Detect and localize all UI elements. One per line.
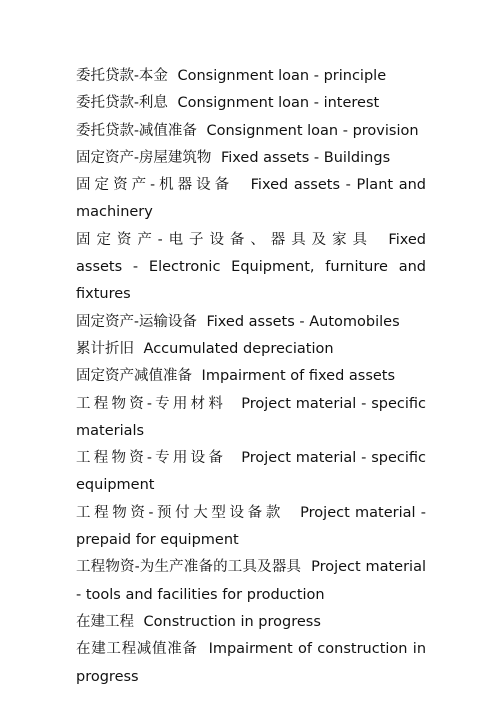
glossary-entry xyxy=(76,608,426,635)
chinese-term: 固定资产-运输设备 xyxy=(76,313,197,330)
glossary-entry xyxy=(76,62,426,89)
chinese-term: 固定资产减值准备 xyxy=(76,368,192,385)
chinese-term: 在建工程 xyxy=(76,613,134,630)
english-term: Fixed assets - Automobiles xyxy=(206,313,400,330)
glossary-entry xyxy=(76,499,426,554)
chinese-term: 委托贷款-本金 xyxy=(76,68,168,84)
english-term: Accumulated depreciation xyxy=(143,340,334,357)
english-term: Project material - specific equipment xyxy=(76,450,427,494)
english-term: Fixed assets - Buildings xyxy=(220,149,391,166)
english-term: Project material - specific materials xyxy=(76,395,427,439)
chinese-term: 固定资产-房屋建筑物 xyxy=(76,149,212,166)
glossary-entry xyxy=(76,171,426,226)
chinese-term: 委托贷款-利息 xyxy=(76,95,168,112)
english-term: Project material - tools and facilities for production xyxy=(76,559,426,603)
chinese-term: 累计折旧 xyxy=(76,340,134,357)
english-term: Consignment loan - provision xyxy=(206,122,419,139)
chinese-term: 委托贷款-减值准备 xyxy=(76,122,197,139)
glossary-entry xyxy=(76,553,426,608)
english-term: Impairment of fixed assets xyxy=(201,368,396,385)
english-term: Fixed assets - Electronic Equipment, furniture and fixtures xyxy=(76,231,426,303)
chinese-term: 工程物资-预付大型设备款 xyxy=(76,504,284,521)
glossary-entry xyxy=(76,117,426,144)
chinese-term: 固定资产-机器设备 xyxy=(76,177,234,194)
english-term: Project material - prepaid for equipment xyxy=(76,504,426,549)
english-term: Consignment loan - principle xyxy=(177,68,387,84)
chinese-term: 固定资产-电子设备、器具及家具 xyxy=(76,231,373,248)
english-term: Fixed assets - Plant and machinery xyxy=(76,177,426,221)
english-term: Impairment of construction in progress xyxy=(76,641,427,685)
english-term: Consignment loan - interest xyxy=(177,95,380,112)
glossary-entry xyxy=(76,635,426,690)
glossary-entry xyxy=(76,390,426,445)
glossary-entry xyxy=(76,362,426,389)
glossary-entry xyxy=(76,226,426,308)
glossary-entry xyxy=(76,144,426,171)
glossary-list xyxy=(76,62,426,690)
chinese-term: 工程物资-为生产准备的工具及器具 xyxy=(76,559,302,576)
english-term: Construction in progress xyxy=(143,613,321,630)
glossary-entry xyxy=(76,444,426,499)
glossary-entry xyxy=(76,308,426,335)
glossary-entry xyxy=(76,335,426,362)
glossary-entry xyxy=(76,89,426,116)
chinese-term: 工程物资-专用设备 xyxy=(76,450,227,467)
chinese-term: 工程物资-专用材料 xyxy=(76,395,227,412)
chinese-term: 在建工程减值准备 xyxy=(76,641,198,658)
